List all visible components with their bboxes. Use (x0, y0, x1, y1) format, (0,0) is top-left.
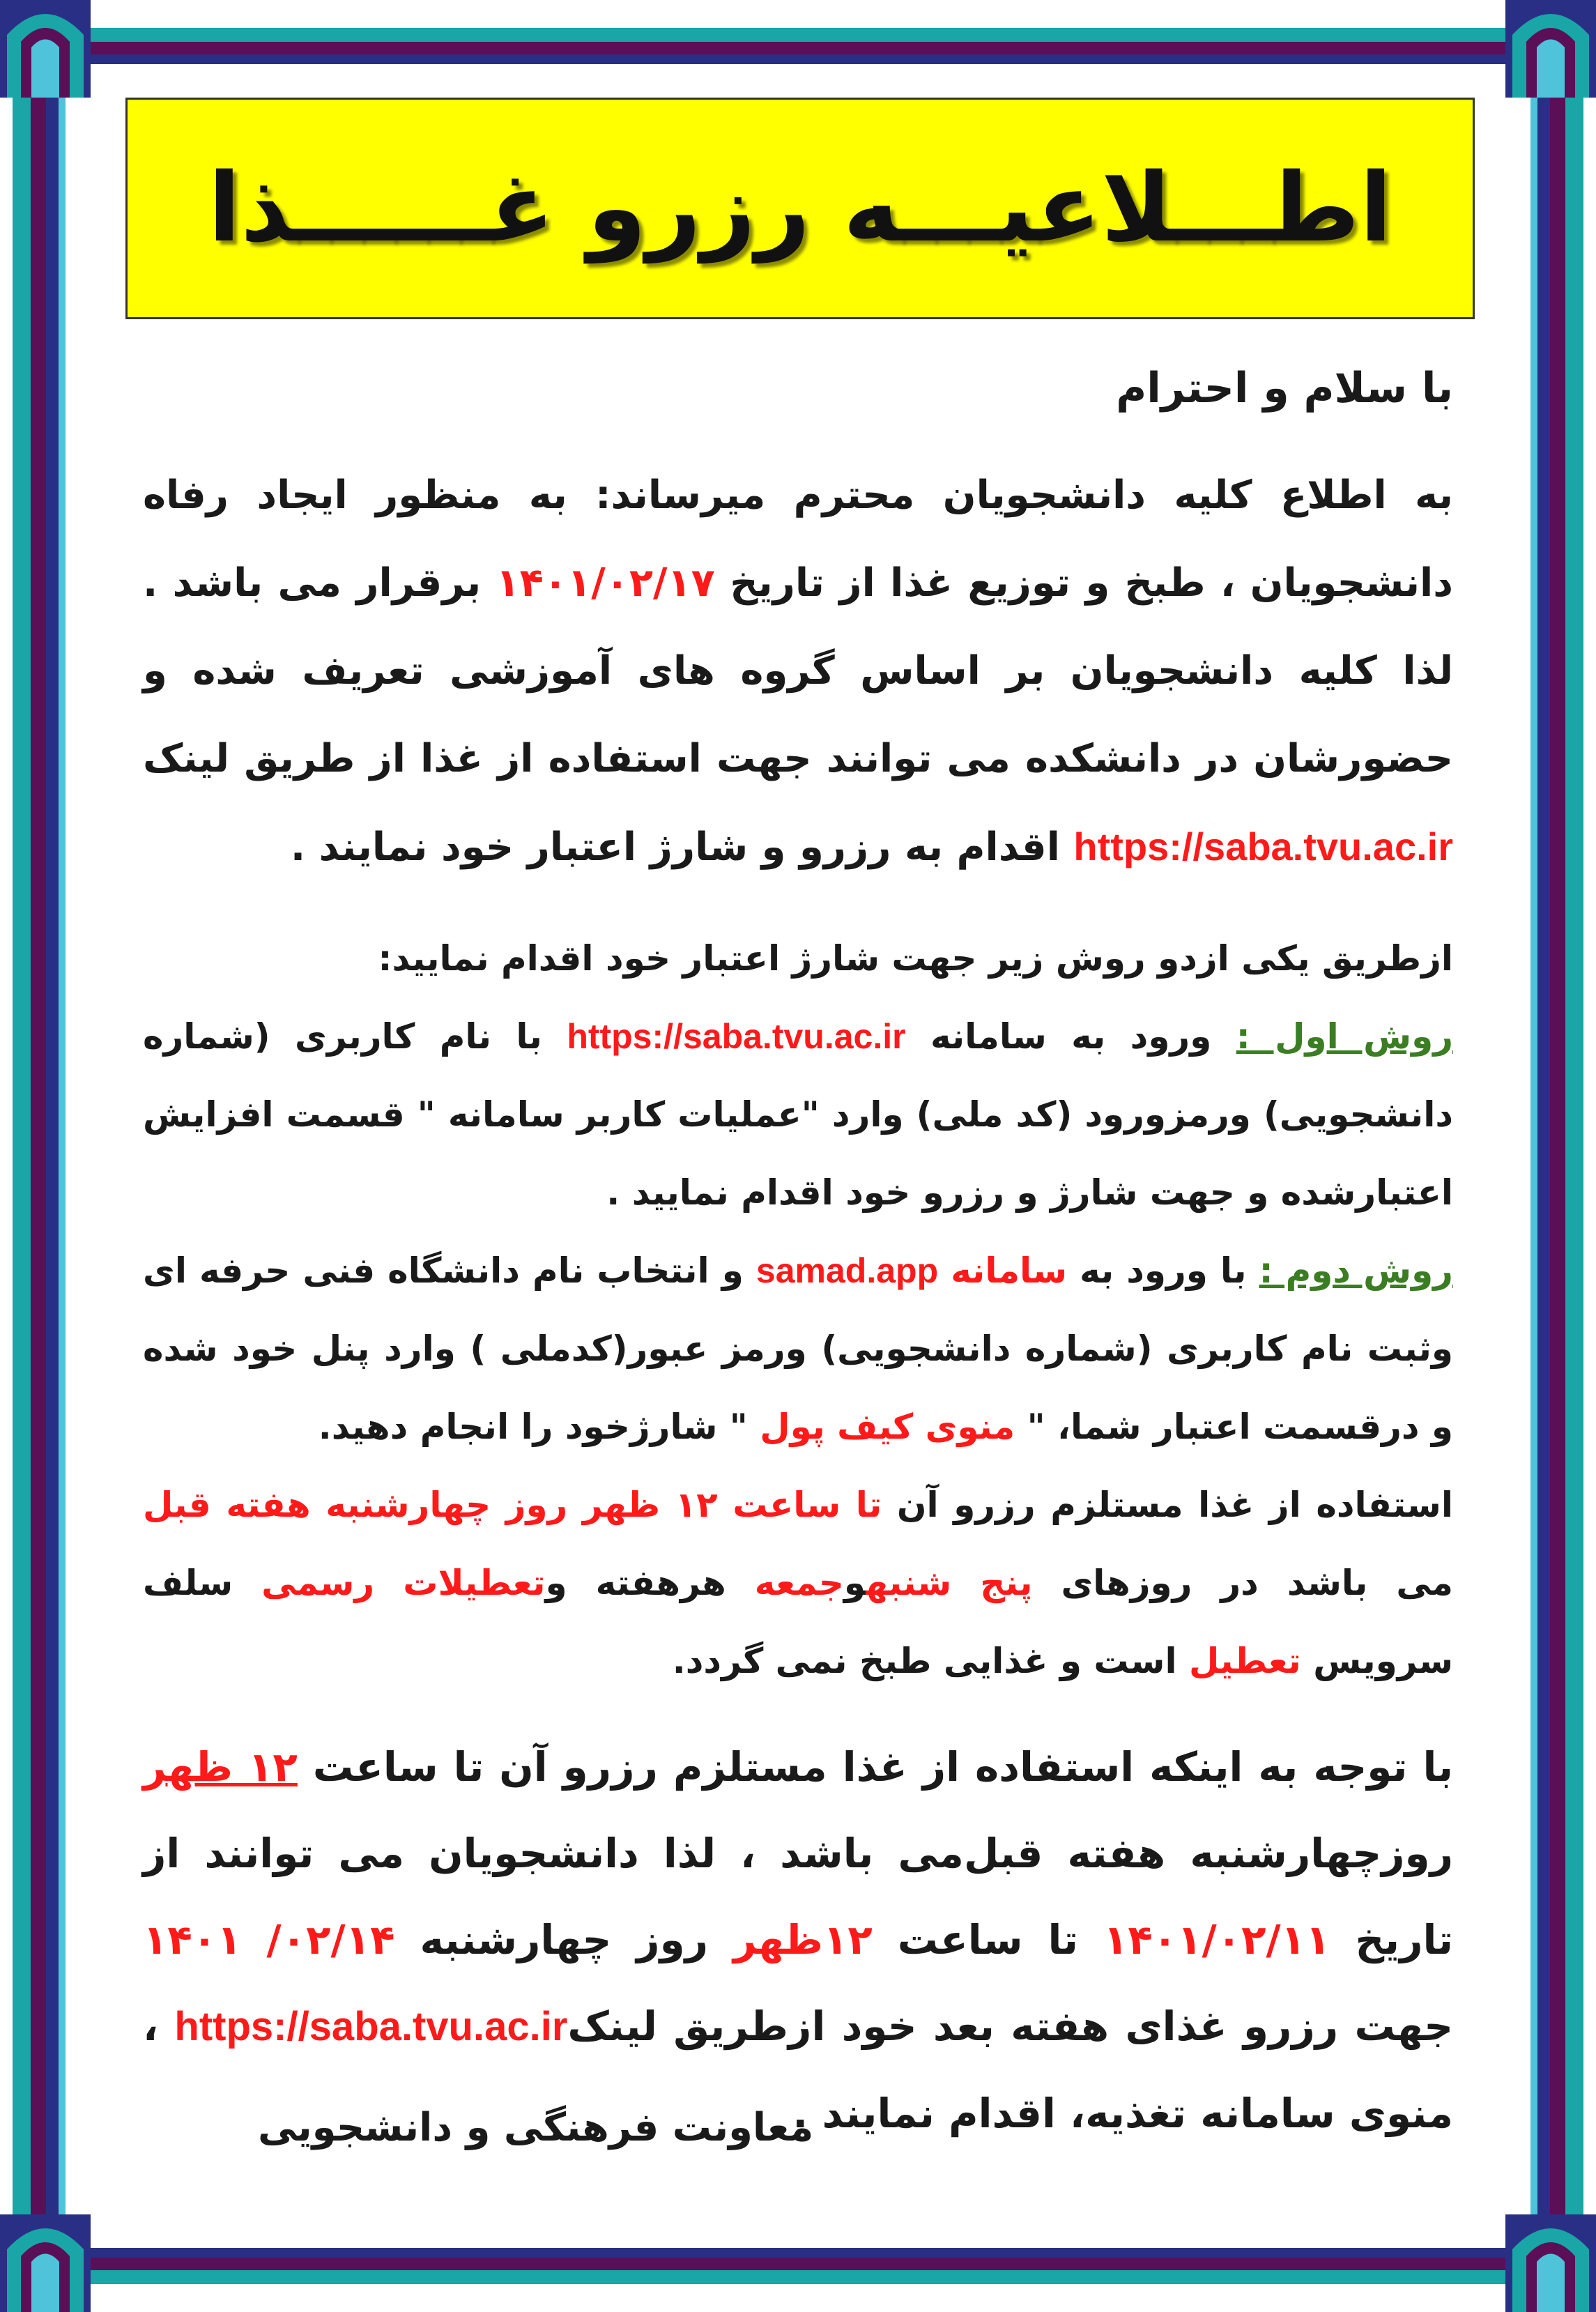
paragraph-deadline: با توجه به اینکه استفاده از غذا مستلزم رزرو آن تا ساعت ۱۲ ظهر روزچهارشنبه هفته قبل‌می باشد ، لذا دانشجویان می توانند از تاریخ ۱۴۰۱/۰۲/۱۱ تا ساعت ۱۲ظهر روز چهارشنبه ۱۴۰۱ /۰۲/۱۴ جهت رزرو غذای هفته بعد خود ازطریق لینکhttps://saba.tvu.ac.ir ، منوی سامانه تغذیه، اقدام نمایند . (143, 1743, 1454, 2137)
saba-link[interactable]: https://saba.tvu.ac.ir (567, 1017, 906, 1056)
frame-border-right (1530, 0, 1537, 2312)
frame-border-left (13, 0, 31, 2312)
method-two-label: روش دوم : (1259, 1250, 1453, 1291)
frame-border-right (1537, 0, 1550, 2312)
reservation-end-date: ۱۴۰۱ /۰۲/۱۴ (143, 1916, 395, 1963)
frame-border-right (1565, 0, 1583, 2312)
samad-app-link[interactable]: samad.app (755, 1251, 939, 1290)
friday: جمعه (754, 1563, 844, 1603)
page-title: اطـــلاعیـــه رزرو غــــــذا (208, 153, 1392, 263)
saba-link[interactable]: https://saba.tvu.ac.ir (1073, 825, 1453, 868)
frame-border-left (31, 0, 46, 2312)
frame-corner-ornament (1505, 0, 1596, 98)
methods-intro: ازطریق یکی ازدو روش زیر جهت شارژ اعتبار خود اقدام نمایید: (378, 938, 1453, 979)
paragraph-intro: به اطلاع کلیه دانشجویان محترم میرساند: به منظور ایجاد رفاه دانشجویان ، طبخ و توزیع غذا از تاریخ ۱۴۰۱/۰۲/۱۷ برقرار می باشد . لذا کلیه دانشجویان بر اساس گروه های آموزشی تعریف شده و حضورشان در دانشکده می توانند جهت استفاده از غذا از طریق لینک https://saba.tvu.ac.ir اقدام به رزرو و شارژ اعتبار خود نمایند . (143, 473, 1453, 870)
frame-border-bottom (63, 2258, 1533, 2270)
official-holidays: تعطیلات رسمی (261, 1563, 546, 1603)
signature: معاونت فرهنگی و دانشجویی (258, 2105, 814, 2150)
paragraph-methods: ازطریق یکی ازدو روش زیر جهت شارژ اعتبار خود اقدام نمایید: روش اول : ورود به سامانه https://saba.tvu.ac.ir با نام کاربری (شماره دانشجویی) ورمزورود (کد ملی) وارد "عملیات کاربر سامانه " قسمت افزایش اعتبارشده و جهت شارژ و رزرو خود اقدام نمایید . روش دوم : با ورود به سامانه samad.app و انتخاب نام دانشگاه فنی حرفه ای وثبت نام کاربری (شماره دانشجویی) ورمز عبور(کدملی ) وارد پنل خود شده و درقسمت اعتبار شما، " منوی کیف پول " شارژخود را انجام دهید. استفاده از غذا مستلزم رزرو آن تا ساعت ۱۲ ظهر روز چهارشنبه هفته قبل می باشد در روزهای پنج شنبهوجمعه هرهفته وتعطیلات رسمی سلف سرویس تعطیل است و غذایی طبخ نمی گردد. (143, 938, 1453, 1681)
frame-border-bottom (63, 2248, 1533, 2258)
system-word: سامانه (951, 1250, 1067, 1291)
frame-border-left (59, 0, 66, 2312)
wallet-menu: منوی کیف پول (760, 1407, 1015, 1447)
frame-border-left (46, 0, 59, 2312)
frame-border-right (1550, 0, 1565, 2312)
reservation-deadline: تا ساعت ۱۲ ظهر روز چهارشنبه هفته قبل (143, 1485, 882, 1525)
saba-link[interactable]: https://saba.tvu.ac.ir (174, 2004, 568, 2049)
frame-border-top (63, 28, 1533, 42)
noon-time: ۱۲ظهر (732, 1916, 873, 1963)
frame-border-top (63, 42, 1533, 54)
title-banner (125, 98, 1475, 319)
frame-border-bottom (63, 2270, 1533, 2284)
closed-word: تعطیل (1189, 1641, 1301, 1681)
frame-corner-ornament (0, 2214, 91, 2312)
announcement-body (143, 349, 1453, 2157)
frame-corner-ornament (0, 0, 91, 98)
thursday: پنج شنبه (866, 1563, 1033, 1603)
reservation-start-date: ۱۴۰۱/۰۲/۱۱ (1103, 1916, 1330, 1963)
greeting: با سلام و احترام (1116, 364, 1453, 413)
frame-border-top (63, 54, 1533, 64)
start-date: ۱۴۰۱/۰۲/۱۷ (496, 560, 715, 606)
method-one-label: روش اول : (1236, 1016, 1453, 1057)
frame-corner-ornament (1505, 2214, 1596, 2312)
noon-time: ۱۲ ظهر (143, 1743, 298, 1791)
